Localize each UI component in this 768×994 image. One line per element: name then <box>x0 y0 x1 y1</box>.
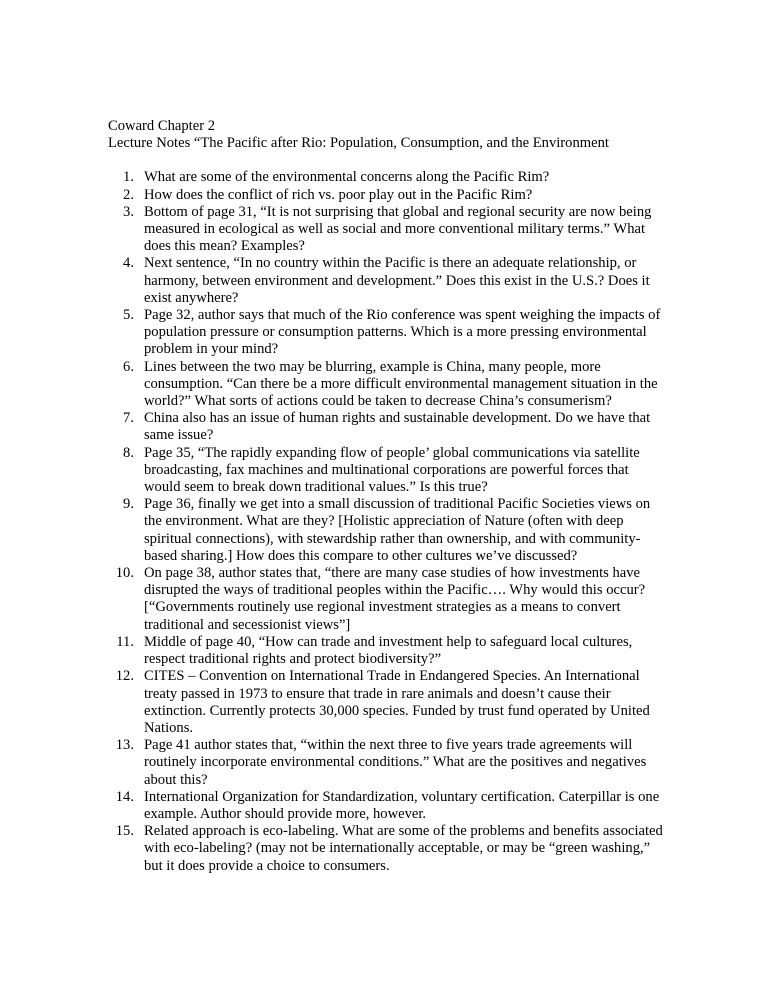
item-number: 4. <box>123 255 134 272</box>
list-item <box>108 737 668 789</box>
list-item <box>108 668 668 737</box>
item-number: 10. <box>115 565 134 582</box>
item-text: Middle of page 40, “How can trade and investment help to safeguard local cultures, respect traditional rights and protect biodiversity?” <box>144 633 633 668</box>
item-text: Next sentence, “In no country within the Pacific is there an adequate relationship, or harmony, between environment and development.” Does this exist in the U.S.? Does it exist anywhere? <box>144 255 650 306</box>
item-text: How does the conflict of rich vs. poor play out in the Pacific Rim? <box>144 186 533 203</box>
list-item <box>108 565 668 634</box>
item-number: 1. <box>123 169 134 186</box>
item-number: 5. <box>123 307 134 324</box>
question-list <box>108 169 668 874</box>
item-number: 9. <box>123 496 134 513</box>
item-number: 6. <box>123 358 134 375</box>
item-number: 12. <box>115 668 134 685</box>
list-item <box>108 410 668 444</box>
item-number: 7. <box>123 410 134 427</box>
list-item <box>108 187 668 204</box>
item-text: Page 41 author states that, “within the next three to five years trade agreements will routinely incorporate environmental conditions.” What are the positives and negatives about this? <box>144 737 647 788</box>
item-text: China also has an issue of human rights and sustainable development. Do we have that same issue? <box>144 410 651 444</box>
item-number: 14. <box>115 788 134 805</box>
list-item <box>108 169 668 186</box>
list-item <box>108 204 668 256</box>
chapter-title: Coward Chapter 2 <box>108 118 215 134</box>
item-number: 8. <box>123 444 134 461</box>
item-text: CITES – Convention on International Trade in Endangered Species. An International treaty passed in 1973 to ensure that trade in rare animals and doesn’t cause their extinction. Currently protects 30,000 species. Funded by trust fund operated by United Nations. <box>144 668 650 736</box>
list-item <box>108 634 668 668</box>
list-item <box>108 445 668 497</box>
list-item <box>108 789 668 823</box>
list-item <box>108 359 668 411</box>
item-text: What are some of the environmental concerns along the Pacific Rim? <box>144 169 550 186</box>
list-item <box>108 823 668 875</box>
item-number: 15. <box>115 823 134 840</box>
item-text: Page 32, author says that much of the Rio conference was spent weighing the impacts of population pressure or consumption patterns. Which is a more pressing environmental problem in your mind? <box>144 307 661 358</box>
document-page <box>108 118 668 875</box>
item-text: Related approach is eco-labeling. What are some of the problems and benefits associated with eco-labeling? (may not be internationally acceptable, or may be “green washing,” but it does provide a choice to consumers. <box>144 823 663 874</box>
item-text: Page 36, finally we get into a small discussion of traditional Pacific Societies views on the environment. What are they? [Holistic appreciation of Nature (often with deep spiritual connections), with stewardship rather than ownership, and with community-based sharing.] How does this compare to other cultures we’ve discussed? <box>144 496 651 564</box>
item-number: 3. <box>123 203 134 220</box>
item-text: Lines between the two may be blurring, example is China, many people, more consumption. “Can there be a more difficult environmental management situation in the world?” What sorts of actions could be taken to decrease China’s consumerism? <box>144 358 658 410</box>
lecture-notes-title: Lecture Notes “The Pacific after Rio: Population, Consumption, and the Environment <box>108 135 609 152</box>
item-text: Page 35, “The rapidly expanding flow of people’ global communications via satellite broadcasting, fax machines and multinational corporations are powerful forces that would seem to break down traditional values.” Is this true? <box>144 444 640 496</box>
list-item <box>108 307 668 359</box>
item-text: On page 38, author states that, “there are many case studies of how investments have disrupted the ways of traditional peoples within the Pacific…. Why would this occur? [“Governments routinely use regional investment strategies as a means to convert traditional and secessionist views”] <box>144 565 646 633</box>
item-text: Bottom of page 31, “It is not surprising that global and regional security are now being measured in ecological as well as social and more conventional military terms.” What does this mean? Examples? <box>144 203 652 255</box>
item-text: International Organization for Standardization, voluntary certification. Caterpillar is one example. Author should provide more, however. <box>144 788 660 822</box>
item-number: 2. <box>123 186 134 203</box>
item-number: 13. <box>115 737 134 754</box>
list-item <box>108 255 668 307</box>
list-item <box>108 496 668 565</box>
item-number: 11. <box>116 633 134 650</box>
